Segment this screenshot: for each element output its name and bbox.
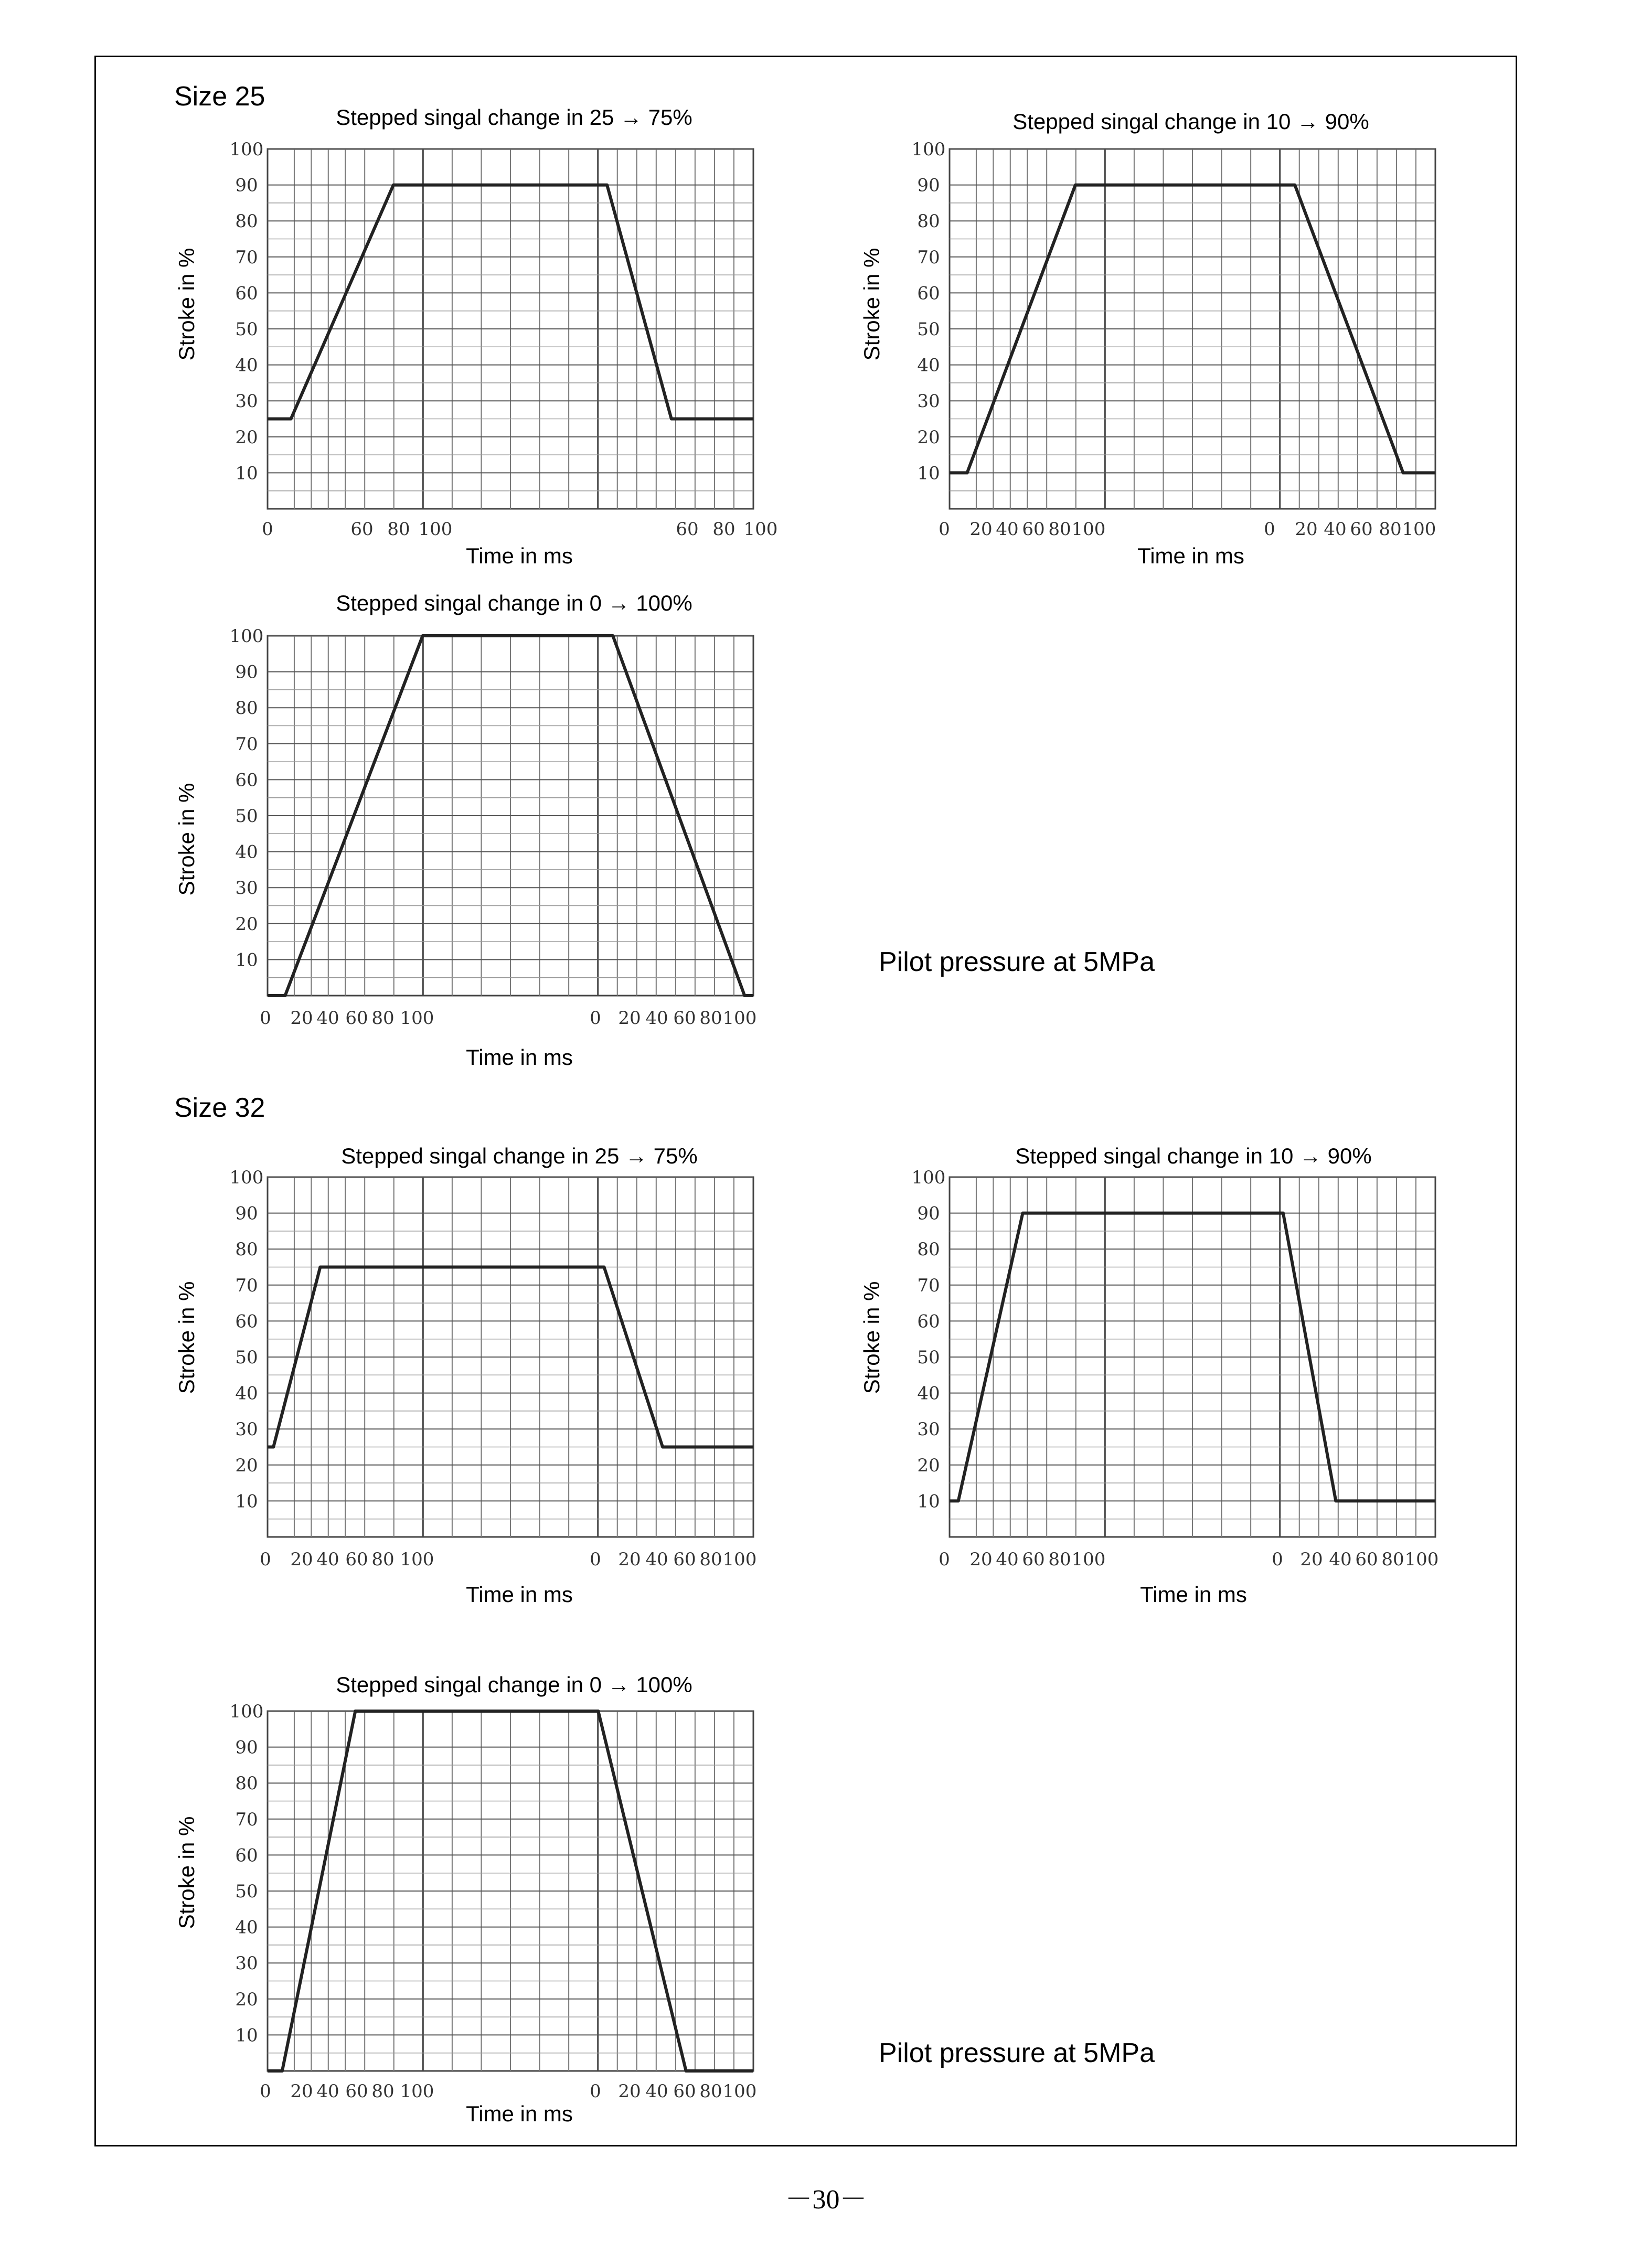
x-tick-label: 80 bbox=[699, 1549, 722, 1570]
y-tick-label: 70 bbox=[917, 247, 940, 268]
x-tick-label: 80 bbox=[371, 2081, 395, 2102]
y-tick-label: 80 bbox=[235, 1239, 258, 1261]
x-tick-label: 40 bbox=[645, 2081, 668, 2102]
x-tick-label: 100 bbox=[400, 1008, 434, 1029]
y-tick-label: 40 bbox=[235, 1917, 258, 1938]
y-axis-label: Stroke in % bbox=[859, 248, 884, 361]
y-axis-label: Stroke in % bbox=[174, 248, 199, 361]
y-tick-label: 90 bbox=[235, 1203, 258, 1224]
x-tick-label: 60 bbox=[1355, 1549, 1378, 1570]
x-tick-label: 60 bbox=[345, 2081, 368, 2102]
x-tick-label: 20 bbox=[618, 1549, 641, 1570]
chart-4 bbox=[174, 1144, 756, 1607]
y-tick-label: 20 bbox=[235, 1989, 258, 2010]
y-tick-label: 60 bbox=[235, 1845, 258, 1866]
x-tick-label: 0 bbox=[260, 1008, 271, 1029]
x-tick-label: 100 bbox=[722, 2081, 757, 2102]
y-tick-label: 30 bbox=[235, 391, 258, 412]
x-tick-label: 60 bbox=[673, 1549, 696, 1570]
x-tick-label: 40 bbox=[996, 1549, 1019, 1570]
x-tick-label: 80 bbox=[387, 519, 410, 540]
x-tick-label: 0 bbox=[939, 1549, 950, 1570]
y-tick-label: 10 bbox=[917, 1491, 940, 1512]
pilot-pressure-note-size-25: Pilot pressure at 5MPa bbox=[879, 947, 1155, 977]
pilot-pressure-note-size-32: Pilot pressure at 5MPa bbox=[879, 2038, 1155, 2068]
x-tick-label: 80 bbox=[699, 1008, 722, 1029]
y-axis-label: Stroke in % bbox=[859, 1281, 884, 1394]
x-tick-label: 40 bbox=[645, 1008, 668, 1029]
y-tick-label: 90 bbox=[235, 1737, 258, 1758]
x-axis-label: Time in ms bbox=[1140, 1582, 1247, 1607]
y-tick-label: 30 bbox=[235, 878, 258, 899]
y-tick-label: 50 bbox=[235, 319, 258, 340]
y-tick-label: 70 bbox=[235, 1809, 258, 1830]
x-tick-label: 80 bbox=[1381, 1549, 1404, 1570]
y-tick-label: 90 bbox=[917, 175, 940, 196]
y-tick-label: 50 bbox=[917, 1347, 940, 1368]
y-tick-label: 80 bbox=[235, 698, 258, 719]
x-tick-label: 40 bbox=[996, 519, 1019, 540]
y-tick-label: 40 bbox=[917, 1383, 940, 1404]
x-tick-label: 0 bbox=[939, 519, 950, 540]
x-tick-label: 0 bbox=[1264, 519, 1275, 540]
y-tick-label: 100 bbox=[229, 626, 264, 647]
chart-1 bbox=[174, 105, 777, 568]
x-tick-label: 20 bbox=[290, 1008, 313, 1029]
y-tick-label: 30 bbox=[917, 1419, 940, 1440]
chart-title: Stepped singal change in 25 → 75% bbox=[336, 105, 692, 130]
x-tick-label: 100 bbox=[1071, 1549, 1106, 1570]
y-tick-label: 50 bbox=[235, 1881, 258, 1902]
y-axis-label: Stroke in % bbox=[174, 1816, 199, 1929]
y-tick-label: 40 bbox=[917, 355, 940, 376]
y-tick-label: 80 bbox=[235, 211, 258, 232]
y-tick-label: 70 bbox=[235, 1275, 258, 1296]
section-title-size-32: Size 32 bbox=[174, 1093, 265, 1123]
chart-2 bbox=[859, 109, 1436, 568]
y-tick-label: 10 bbox=[917, 463, 940, 484]
x-tick-label: 60 bbox=[676, 519, 699, 540]
x-tick-label: 40 bbox=[645, 1549, 668, 1570]
y-tick-label: 30 bbox=[235, 1953, 258, 1974]
y-tick-label: 100 bbox=[229, 139, 264, 160]
y-tick-label: 80 bbox=[917, 1239, 940, 1261]
y-tick-label: 60 bbox=[235, 770, 258, 791]
chart-title: Stepped singal change in 10 → 90% bbox=[1015, 1144, 1372, 1168]
chart-3 bbox=[174, 591, 756, 1070]
x-tick-label: 0 bbox=[262, 519, 273, 540]
x-tick-label: 60 bbox=[673, 1008, 696, 1029]
y-tick-label: 90 bbox=[917, 1203, 940, 1224]
y-tick-label: 50 bbox=[235, 1347, 258, 1368]
x-tick-label: 100 bbox=[743, 519, 778, 540]
x-tick-label: 20 bbox=[290, 1549, 313, 1570]
x-tick-label: 80 bbox=[1379, 519, 1402, 540]
page-number: －30－ bbox=[785, 2185, 867, 2215]
y-tick-label: 90 bbox=[235, 175, 258, 196]
x-tick-label: 20 bbox=[1295, 519, 1318, 540]
y-tick-label: 10 bbox=[235, 1491, 258, 1512]
x-tick-label: 80 bbox=[699, 2081, 722, 2102]
x-tick-label: 60 bbox=[1022, 1549, 1045, 1570]
x-tick-label: 60 bbox=[350, 519, 374, 540]
y-axis-label: Stroke in % bbox=[174, 783, 199, 896]
y-axis-label: Stroke in % bbox=[174, 1281, 199, 1394]
y-tick-label: 30 bbox=[917, 391, 940, 412]
y-tick-label: 50 bbox=[917, 319, 940, 340]
x-tick-label: 20 bbox=[618, 1008, 641, 1029]
x-tick-label: 40 bbox=[316, 2081, 339, 2102]
y-tick-label: 10 bbox=[235, 2025, 258, 2046]
y-tick-label: 50 bbox=[235, 806, 258, 827]
x-tick-label: 100 bbox=[1404, 1549, 1439, 1570]
x-tick-label: 20 bbox=[1300, 1549, 1323, 1570]
x-tick-label: 0 bbox=[590, 1008, 601, 1029]
x-tick-label: 100 bbox=[418, 519, 453, 540]
chart-title: Stepped singal change in 0 → 100% bbox=[336, 591, 692, 615]
x-tick-label: 0 bbox=[260, 2081, 271, 2102]
y-tick-label: 10 bbox=[235, 949, 258, 971]
y-tick-label: 70 bbox=[235, 247, 258, 268]
y-tick-label: 70 bbox=[235, 733, 258, 755]
x-tick-label: 100 bbox=[722, 1549, 757, 1570]
x-axis-label: Time in ms bbox=[1137, 543, 1244, 568]
y-tick-label: 80 bbox=[917, 211, 940, 232]
x-axis-label: Time in ms bbox=[466, 1582, 573, 1607]
y-tick-label: 40 bbox=[235, 841, 258, 863]
y-tick-label: 60 bbox=[235, 283, 258, 304]
y-tick-label: 20 bbox=[917, 1455, 940, 1476]
x-tick-label: 100 bbox=[722, 1008, 757, 1029]
x-tick-label: 20 bbox=[969, 1549, 993, 1570]
x-tick-label: 40 bbox=[1324, 519, 1347, 540]
x-axis-label: Time in ms bbox=[466, 1045, 573, 1070]
chart-title: Stepped singal change in 10 → 90% bbox=[1012, 109, 1369, 134]
y-tick-label: 20 bbox=[235, 913, 258, 935]
x-tick-label: 100 bbox=[400, 1549, 434, 1570]
x-tick-label: 100 bbox=[1402, 519, 1436, 540]
y-tick-label: 100 bbox=[229, 1167, 264, 1188]
x-tick-label: 0 bbox=[590, 1549, 601, 1570]
y-tick-label: 60 bbox=[235, 1311, 258, 1332]
x-tick-label: 20 bbox=[618, 2081, 641, 2102]
x-tick-label: 0 bbox=[1272, 1549, 1283, 1570]
y-tick-label: 20 bbox=[235, 426, 258, 448]
y-tick-label: 100 bbox=[229, 1701, 264, 1722]
x-axis-label: Time in ms bbox=[466, 543, 573, 568]
x-tick-label: 0 bbox=[590, 2081, 601, 2102]
x-tick-label: 40 bbox=[1329, 1549, 1352, 1570]
x-tick-label: 20 bbox=[290, 2081, 313, 2102]
chart-6 bbox=[174, 1672, 756, 2126]
y-tick-label: 100 bbox=[911, 1167, 946, 1188]
y-tick-label: 30 bbox=[235, 1419, 258, 1440]
y-tick-label: 80 bbox=[235, 1773, 258, 1795]
x-tick-label: 100 bbox=[400, 2081, 434, 2102]
x-tick-label: 80 bbox=[1048, 519, 1071, 540]
chart-title: Stepped singal change in 25 → 75% bbox=[341, 1144, 698, 1168]
y-tick-label: 10 bbox=[235, 463, 258, 484]
y-tick-label: 40 bbox=[235, 355, 258, 376]
y-tick-label: 100 bbox=[911, 139, 946, 160]
x-tick-label: 20 bbox=[969, 519, 993, 540]
y-tick-label: 70 bbox=[917, 1275, 940, 1296]
y-tick-label: 20 bbox=[235, 1455, 258, 1476]
x-tick-label: 60 bbox=[345, 1549, 368, 1570]
y-tick-label: 60 bbox=[917, 283, 940, 304]
y-tick-label: 20 bbox=[917, 426, 940, 448]
x-tick-label: 80 bbox=[1048, 1549, 1071, 1570]
x-tick-label: 80 bbox=[371, 1549, 395, 1570]
x-tick-label: 0 bbox=[260, 1549, 271, 1570]
x-tick-label: 40 bbox=[316, 1008, 339, 1029]
x-tick-label: 60 bbox=[345, 1008, 368, 1029]
section-title-size-25: Size 25 bbox=[174, 81, 265, 112]
y-tick-label: 60 bbox=[917, 1311, 940, 1332]
x-tick-label: 60 bbox=[1022, 519, 1045, 540]
x-tick-label: 80 bbox=[371, 1008, 395, 1029]
x-tick-label: 40 bbox=[316, 1549, 339, 1570]
x-tick-label: 80 bbox=[712, 519, 736, 540]
y-tick-label: 40 bbox=[235, 1383, 258, 1404]
x-tick-label: 60 bbox=[673, 2081, 696, 2102]
chart-5 bbox=[859, 1144, 1438, 1607]
chart-title: Stepped singal change in 0 → 100% bbox=[336, 1672, 692, 1697]
x-tick-label: 100 bbox=[1071, 519, 1106, 540]
y-tick-label: 90 bbox=[235, 661, 258, 683]
x-axis-label: Time in ms bbox=[466, 2101, 573, 2126]
x-tick-label: 60 bbox=[1350, 519, 1373, 540]
